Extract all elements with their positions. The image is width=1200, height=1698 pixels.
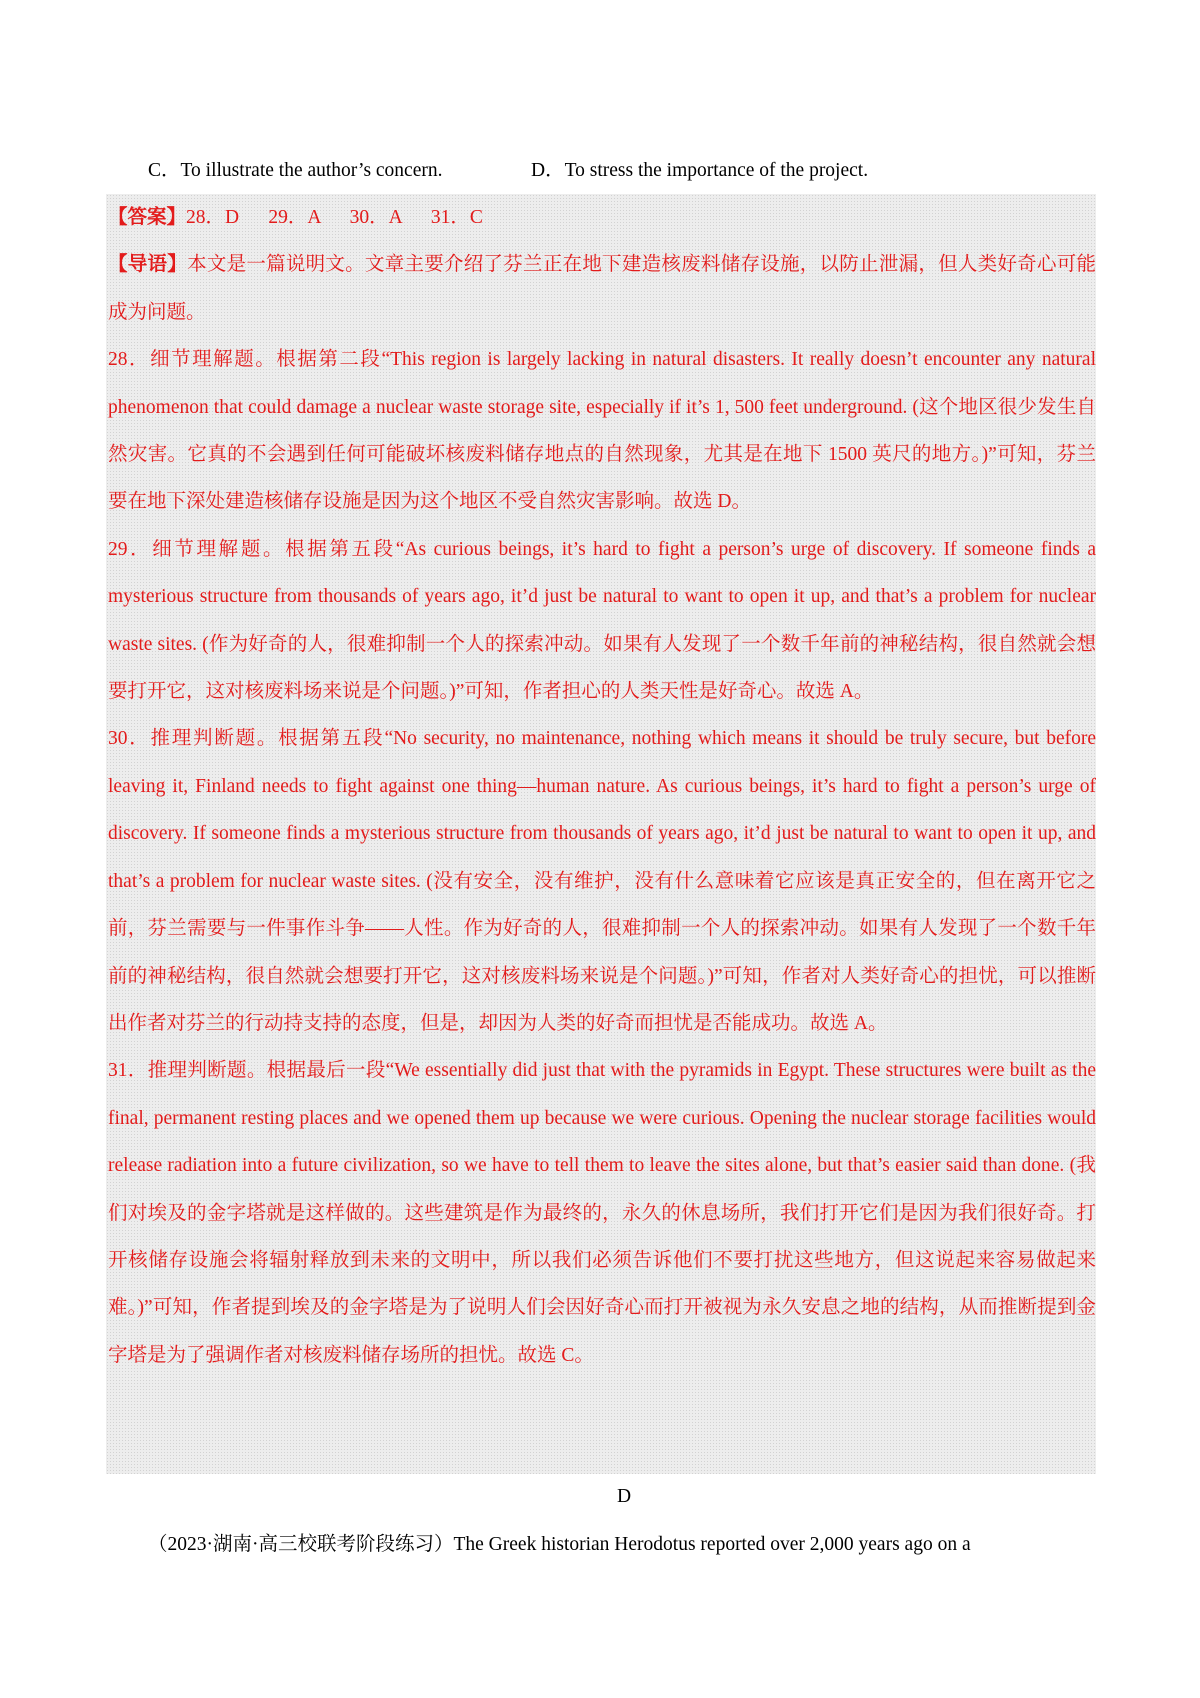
section-heading-d: D xyxy=(616,1486,632,1507)
guide-label: 【导语】 xyxy=(108,254,188,276)
answer-options-row xyxy=(148,156,1098,186)
answer-explanation-block xyxy=(106,194,1096,1474)
explanation-q28: 28．细节理解题。根据第二段“This region is largely lacking in natural disasters. It really doesn’t encounter any natural phenomenon that could damage a nuclear waste storage site, especially if it’s 1, 500 feet underground. (这个地区很少发生自然灾害。它真的不会遇到任何可能破坏核废料储存地点的自然现象，尤其是在地下 1500 英尺的地方。)”可知，芬兰要在地下深处建造核储存设施是因为这个地区不受自然灾害影响。故选 D。 xyxy=(108,349,1096,513)
explanation-q30: 30．推理判断题。根据第五段“No security, no maintenance, nothing which means it should be truly secure, but before leaving it, Finland needs to fight against one thing—human nature. As curious beings, it’s hard to fight a person’s urge of discovery. If someone finds a mysterious structure from thousands of years ago, it’d just be natural to want to open it up, and that’s a problem for nuclear waste sites. (没有安全，没有维护，没有什么意味着它应该是真正安全的，但在离开它之前，芬兰需要与一件事作斗争——人性。作为好奇的人，很难抑制一个人的探索冲动。如果有人发现了一个数千年前的神秘结构，很自然就会想要打开它，这对核废料场来说是个问题。)”可知，作者对人类好奇心的担忧，可以推断出作者对芬兰的行动持支持的态度，但是，却因为人类的好奇而担忧是否能成功。故选 A。 xyxy=(108,728,1096,1034)
explanation-q29: 29．细节理解题。根据第五段“As curious beings, it’s hard to fight a person’s urge of discovery. If someone finds a mysterious structure from thousands of years ago, it’d just be natural to want to open it up, and that’s a problem for nuclear waste sites. (作为好奇的人，很难抑制一个人的探索冲动。如果有人发现了一个数千年前的神秘结构，很自然就会想要打开它，这对核废料场来说是个问题。)”可知，作者担心的人类天性是好奇心。故选 A。 xyxy=(108,538,1096,703)
guide-text: 本文是一篇说明文。文章主要介绍了芬兰正在地下建造核废料储存设施，以防止泄漏，但人类好奇心可能成为问题。 xyxy=(108,254,1096,323)
answer-key-line xyxy=(108,194,1096,241)
guide-paragraph xyxy=(108,241,1096,336)
passage-intro-line: （2023·湖南·高三校联考阶段练习）The Greek historian Herodotus reported over 2,000 years ago on a xyxy=(148,1534,971,1555)
answer-key-text: 28．D 29．A 30．A 31．C xyxy=(186,207,483,228)
option-d: D．To stress the importance of the project. xyxy=(531,160,869,181)
option-c: C．To illustrate the author’s concern. xyxy=(148,160,443,181)
answer-label: 【答案】 xyxy=(108,207,187,228)
explanation-q31: 31．推理判断题。根据最后一段“We essentially did just that with the pyramids in Egypt. These structures were built as the final, permanent resting places and we opened them up because we were curious. Opening the nuclear storage facilities would release radiation into a future civilization, so we have to tell them to leave the sites alone, but that’s easier said than done. (我们对埃及的金字塔就是这样做的。这些建筑是作为最终的，永久的休息场所，我们打开它们是因为我们很好奇。打开核储存设施会将辐射释放到未来的文明中，所以我们必须告诉他们不要打扰这些地方，但这说起来容易做起来难。)”可知，作者提到埃及的金字塔是为了说明人们会因好奇心而打开被视为永久安息之地的结构，从而推断提到金字塔是为了强调作者对核废料储存场所的担忧。故选 C。 xyxy=(108,1060,1096,1366)
